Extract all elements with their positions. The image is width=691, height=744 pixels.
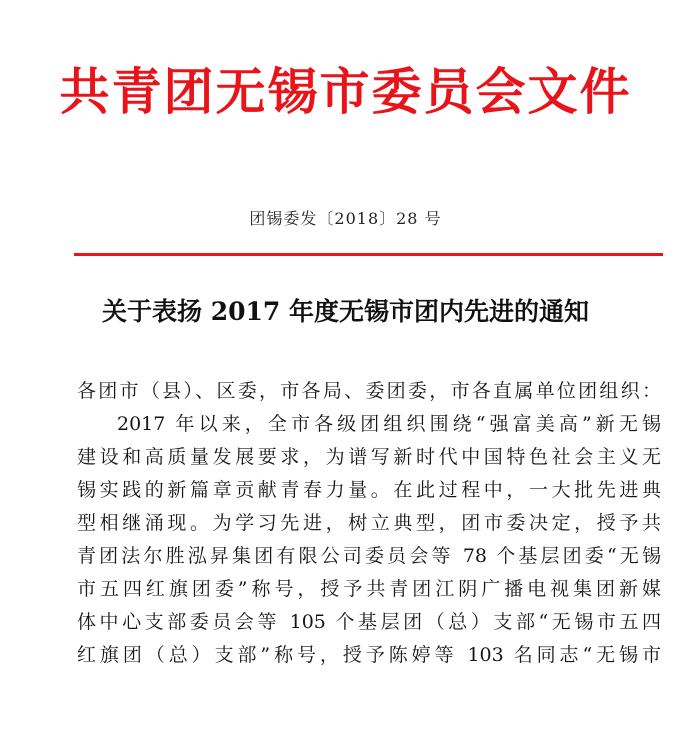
paragraph-line: 体中心支部委员会等 105 个基层团（总）支部“无锡市五四 — [77, 611, 661, 633]
paragraph-line: 市五四红旗团委”称号，授予共青团江阴广播电视集团新媒 — [77, 578, 661, 600]
salutation-line: 各团市（县）、区委，市各局、委团委，市各直属单位团组织： — [77, 380, 661, 402]
document-title: 关于表扬 2017 年度无锡市团内先进的通知 — [102, 297, 589, 326]
paragraph-line: 青团法尔胜泓昇集团有限公司委员会等 78 个基层团委“无锡 — [77, 545, 661, 567]
paragraph-line: 锡实践的新篇章贡献青春力量。在此过程中，一大批先进典 — [77, 479, 661, 501]
document-body — [77, 375, 661, 672]
masthead-divider — [74, 253, 663, 256]
document-masthead: 共青团无锡市委员会文件 — [59, 62, 632, 121]
paragraph-line: 建设和高质量发展要求，为谱写新时代中国特色社会主义无 — [77, 446, 661, 468]
paragraph-line: 2017 年以来，全市各级团组织围绕“强富美高”新无锡 — [117, 413, 661, 435]
paragraph-line: 红旗团（总）支部”称号，授予陈婷等 103 名同志“无锡市 — [77, 644, 661, 666]
document-number: 团锡委发〔2018〕28 号 — [249, 209, 442, 228]
paragraph-line: 型相继涌现。为学习先进，树立典型，团市委决定，授予共 — [77, 512, 661, 534]
